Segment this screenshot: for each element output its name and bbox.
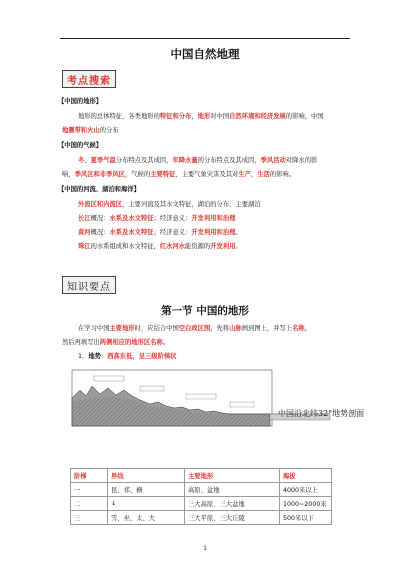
table-header-row [71,469,332,483]
table-cell: 一 [71,483,108,497]
kaodian-label: 考点搜索 [62,70,116,88]
relief-table [70,468,332,525]
section-title: 第一节 中国的地形 [161,305,249,317]
table-cell: 高原、盆地 [185,483,280,497]
landform-line-1: 地形的总体特征，各类地形的特征和分布，地形对中国自然环境和经济发展的影响，中国 [78,113,324,120]
table-cell: ↓ [108,497,185,511]
rivers-line-1: 外流区和内流区，主要河流及其水文特征，湖泊的分布，主要湖泊 [78,201,261,208]
table-cell: 4000米以上 [280,483,332,497]
table-cell: 雪、巫、太、大 [108,511,185,525]
heading-landform: 【中国的地形】 [58,98,103,105]
intro-line-1: 在学习中国主要地形时，应结合中国空白政区图，先将山脉画到图上，并写上名称， [78,325,311,332]
table-row [71,483,332,497]
page-title: 中国自然地理 [170,47,240,61]
zhishi-label: 知识要点 [62,276,116,294]
header-altitude: 海拔 [280,469,332,483]
table-row [71,511,332,525]
rivers-line-2: 长江概况：水系及水文特征；经济意义：开发利用和治理 [78,215,236,222]
diagram-caption: 中国沿北纬32°地势剖面 [278,409,365,418]
item-terrain: 1．地势：西高东低，呈三级阶梯状 [78,353,177,360]
table-cell: 三 [71,511,108,525]
heading-climate: 【中国的气候】 [58,142,103,149]
table-cell: 昆、祁、横 [108,483,185,497]
intro-line-2: 然后再填写出两侧相应的地形区名称。 [62,339,170,346]
header-rule [60,38,350,39]
header-landform: 主要地形 [185,469,280,483]
landform-line-2: 地震带和火山的分布 [62,127,119,134]
header-boundary: 界线 [108,469,185,483]
page-number: 1 [203,545,207,552]
header-step: 阶梯 [71,469,108,483]
climate-line-2: 响，季风区和非季风区，气候的主要特征，主要气象灾害及其对生产、生活的影响。 [62,171,295,178]
table-row [71,497,332,511]
table-cell: 三大高原、三大盆地 [185,497,280,511]
rivers-line-3: 黄河概况：水系及水文特征；经济意义：开发利用和治理。 [78,229,242,236]
heading-rivers: 【中国的河流、湖泊和海洋】 [58,186,140,193]
table-cell: 500米以下 [280,511,332,525]
table-cell: 1000~2000米 [280,497,332,511]
table-cell: 二 [71,497,108,511]
terrain-profile-diagram [70,368,340,432]
table-cell: 三大平原、三大丘陵 [185,511,280,525]
rivers-line-4: 珠江的水系组成和水文特征，红水河水能资源的开发利用。 [78,243,242,250]
climate-line-1: 冬、夏季气温分布特点及其成因，年降水量的分布特点及其成因，季风活动对降水的影 [78,157,318,164]
